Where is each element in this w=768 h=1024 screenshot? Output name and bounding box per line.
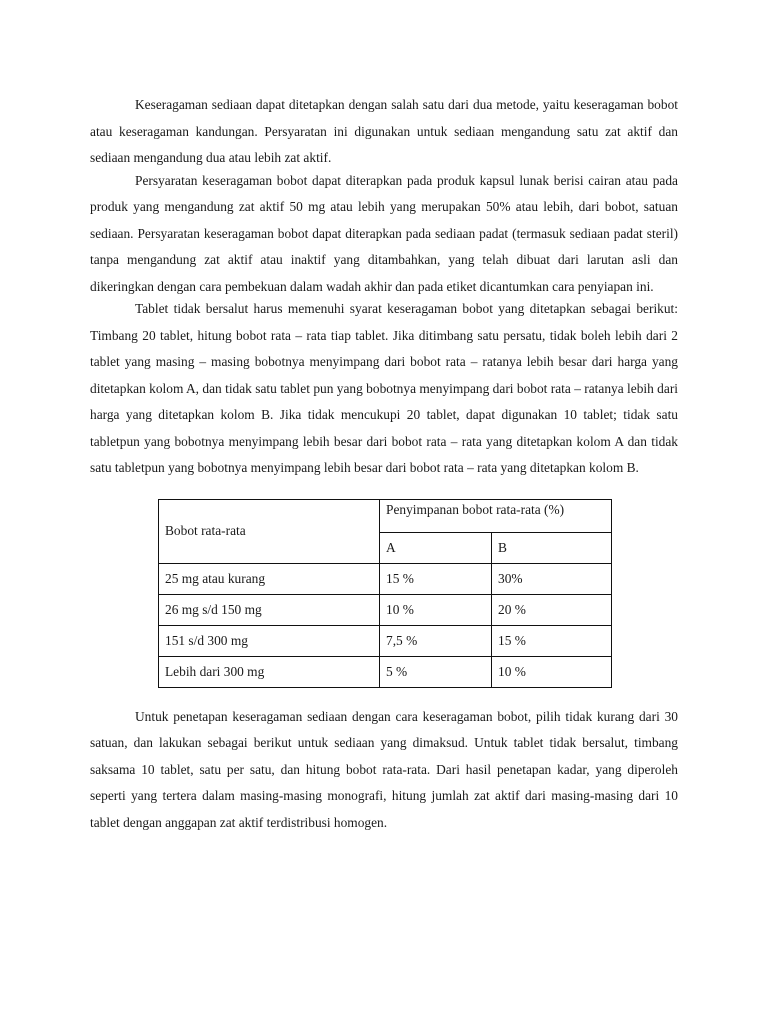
table-cell-b: 15 % [492,625,612,656]
paragraph-uncoated-tablet-criteria: Tablet tidak bersalut harus memenuhi syarat keseragaman bobot yang ditetapkan sebagai berikut: Timbang 20 tablet, hitung bobot rata – rata tiap tablet. Jika ditimbang satu persatu, tidak boleh lebih dari 2 tablet yang masing – masing bobotnya menyimpang dari bobot rata – ratanya lebih besar dari harga yang ditetapkan kolom A, dan tidak satu tablet pun yang bobotnya menyimpang dari bobot rata – ratanya lebih dari harga yang ditetapkan kolom B. Jika tidak mencukupi 20 tablet, dapat digunakan 10 tablet; tidak satu tabletpun yang bobotnya menyimpang lebih besar dari bobot rata – rata yang ditetapkan kolom A dan tidak satu tabletpun yang bobotnya menyimpang lebih besar dari bobot rata – rata yang ditetapkan kolom B. [90,301,678,475]
table-header-row [159,499,612,532]
table-header-col-b: B [492,532,612,563]
table-cell-b: 10 % [492,656,612,687]
table-row [159,594,612,625]
table-header-deviation: Penyimpanan bobot rata-rata (%) [380,499,612,532]
table-cell-a: 7,5 % [380,625,492,656]
document-page [90,92,678,836]
table-header-average-weight: Bobot rata-rata [159,499,380,563]
weight-deviation-table [158,499,612,688]
table-row [159,625,612,656]
table-row [159,656,612,687]
paragraph-procedure: Untuk penetapan keseragaman sediaan dengan cara keseragaman bobot, pilih tidak kurang dari 30 satuan, dan lakukan sebagai berikut untuk sediaan yang dimaksud. Untuk tablet tidak bersalut, timbang saksama 10 tablet, satu per satu, dan hitung bobot rata-rata. Dari hasil penetapan kadar, yang diperoleh seperti yang tertera dalam masing-masing monografi, hitung jumlah zat aktif dari masing-masing dari 10 tablet dengan anggapan zat aktif terdistribusi homogen. [90,708,678,830]
table-cell-a: 15 % [380,563,492,594]
table-cell-weight: 25 mg atau kurang [159,563,380,594]
table-cell-a: 5 % [380,656,492,687]
table-cell-weight: 26 mg s/d 150 mg [159,594,380,625]
table-header-col-a: A [380,532,492,563]
table-cell-b: 30% [492,563,612,594]
table-cell-weight: 151 s/d 300 mg [159,625,380,656]
paragraph-uniformity-methods: Keseragaman sediaan dapat ditetapkan dengan salah satu dari dua metode, yaitu keseragaman bobot atau keseragaman kandungan. Persyaratan ini digunakan untuk sediaan mengandung satu zat aktif dan sediaan mengandung dua atau lebih zat aktif. [90,97,678,165]
table-cell-a: 10 % [380,594,492,625]
table-cell-weight: Lebih dari 300 mg [159,656,380,687]
paragraph-weight-uniformity-requirements: Persyaratan keseragaman bobot dapat diterapkan pada produk kapsul lunak berisi cairan atau pada produk yang mengandung zat aktif 50 mg atau lebih yang merupakan 50% atau lebih, dari bobot, satuan sediaan. Persyaratan keseragaman bobot dapat diterapkan pada sediaan padat (termasuk sediaan padat steril) tanpa mengandung zat aktif atau inaktif yang ditambahkan, yang telah dibuat dari larutan asli dan dikeringkan dengan cara pembekuan dalam wadah akhir dan pada etiket dicantumkan cara penyiapan ini. [90,172,678,294]
table-cell-b: 20 % [492,594,612,625]
table-row [159,563,612,594]
